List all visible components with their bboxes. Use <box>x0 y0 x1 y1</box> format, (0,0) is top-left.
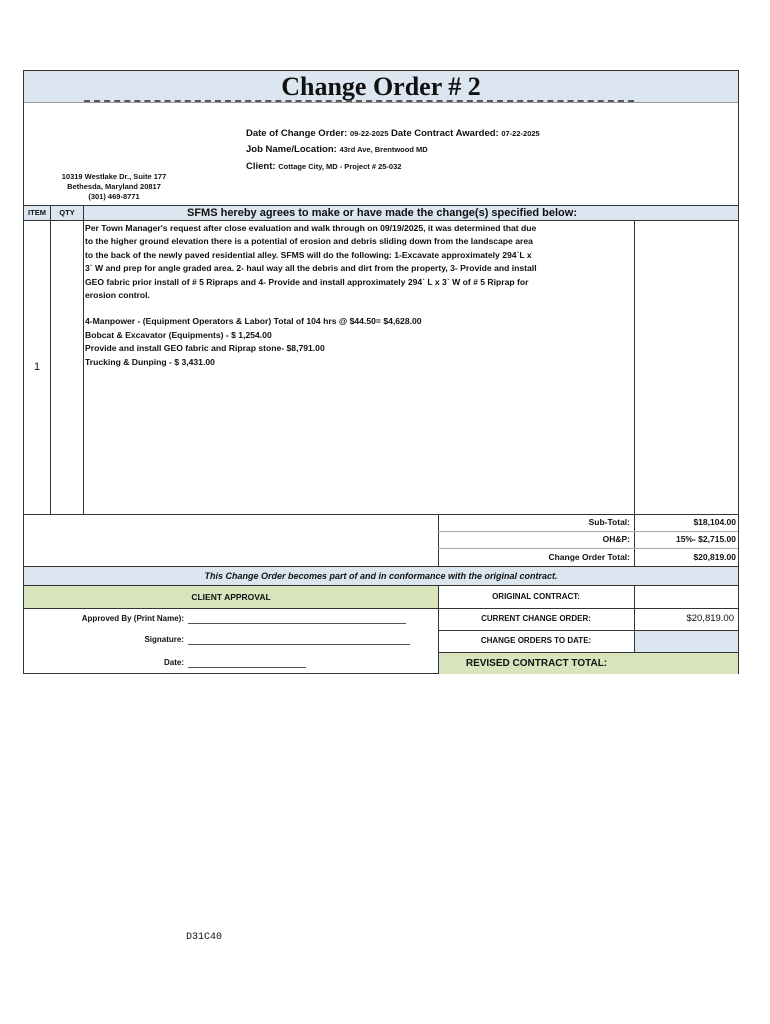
grid-line <box>24 514 738 515</box>
item-number: 1 <box>33 361 41 373</box>
signature-line[interactable] <box>188 644 410 645</box>
revised-contract-total-label: REVISED CONTRACT TOTAL: <box>465 658 608 669</box>
subtotal-label: Sub-Total: <box>588 517 630 527</box>
date-line[interactable] <box>188 667 306 668</box>
ohp-value: 15%- $2,715.00 <box>675 534 736 544</box>
client-approval-heading: CLIENT APPROVAL <box>191 592 271 602</box>
grid-line <box>438 548 738 549</box>
current-change-order-label: CURRENT CHANGE ORDER: <box>481 614 591 623</box>
date-contract-awarded-label: Date Contract Awarded: <box>391 128 499 139</box>
date-of-change-order: Date of Change Order: 09-22-2025 Date Contract Awarded: 07-22-2025 <box>246 128 540 139</box>
approved-by-line[interactable] <box>188 623 406 624</box>
grid-line <box>83 205 84 515</box>
grid-line <box>438 531 738 532</box>
grid-line <box>50 205 51 515</box>
scope-paragraph: Per Town Manager's request after close evaluation and walk through on 09/19/2025, it was determined that due to the higher ground elevation there is a potential of erosion and debris sliding down from the landscape area to the back of the newly paved residential alley. SFMS will do the following: 1-Excavate approximately 294`L x 3` W and prep for angle graded area. 2- haul way all the debris and dirt from the property, 3- Provide and install GEO fabric prior install of # 5 Ripraps and 4- Provide and install approximately 294` L x 3` W of # 5 Riprap for erosion control. <box>85 223 537 301</box>
job-name-value: 43rd Ave, Brentwood MD <box>339 145 428 154</box>
change-order-total-label: Change Order Total: <box>548 552 630 562</box>
signature-label: Signature: <box>144 635 184 644</box>
grid-line <box>438 608 738 609</box>
current-change-order-value: $20,819.00 <box>686 613 734 624</box>
cost-breakdown: 4-Manpower - (Equipment Operators & Labor) Total of 104 hrs @ $44.50= $4,628.00 Bobcat & Excavator (Equipments) - $ 1,254.00 Provide and install GEO fabric and Riprap stone- $8,791.00 Trucking & Dunping - $ 3,431.00 <box>85 316 422 367</box>
change-order-form <box>23 70 739 674</box>
col-description-header: SFMS hereby agrees to make or have made the change(s) specified below: <box>186 207 577 219</box>
footer-code: D31C40 <box>186 932 223 943</box>
subtotal-value: $18,104.00 <box>693 517 736 527</box>
conformance-note: This Change Order becomes part of and in conformance with the original contract. <box>204 571 558 581</box>
company-address: 10319 Westlake Dr., Suite 177 Bethesda, Maryland 20817 (301) 469-8771 <box>61 172 167 201</box>
change-description <box>85 222 635 382</box>
client-info: Client: Cottage City, MD - Project # 25-032 <box>246 161 402 172</box>
change-orders-to-date-label: CHANGE ORDERS TO DATE: <box>480 636 592 645</box>
date-label: Date: <box>163 658 184 667</box>
client-value: Cottage City, MD - Project # 25-032 <box>278 162 402 171</box>
change-orders-to-date-cell <box>635 631 738 652</box>
page-title: Change Order # 2 <box>281 72 481 101</box>
change-order-total-value: $20,819.00 <box>693 552 736 562</box>
approved-by-label: Approved By (Print Name): <box>81 614 184 623</box>
date-of-change-order-value: 09-22-2025 <box>350 129 389 138</box>
original-contract-label: ORIGINAL CONTRACT: <box>492 592 580 601</box>
col-qty-header: QTY <box>59 208 75 217</box>
title-underline <box>84 100 634 102</box>
date-contract-awarded-value: 07-22-2025 <box>501 129 540 138</box>
ohp-label: OH&P: <box>602 534 630 544</box>
col-item-header: ITEM <box>28 208 46 217</box>
job-name-location: Job Name/Location: 43rd Ave, Brentwood MD <box>246 144 428 155</box>
